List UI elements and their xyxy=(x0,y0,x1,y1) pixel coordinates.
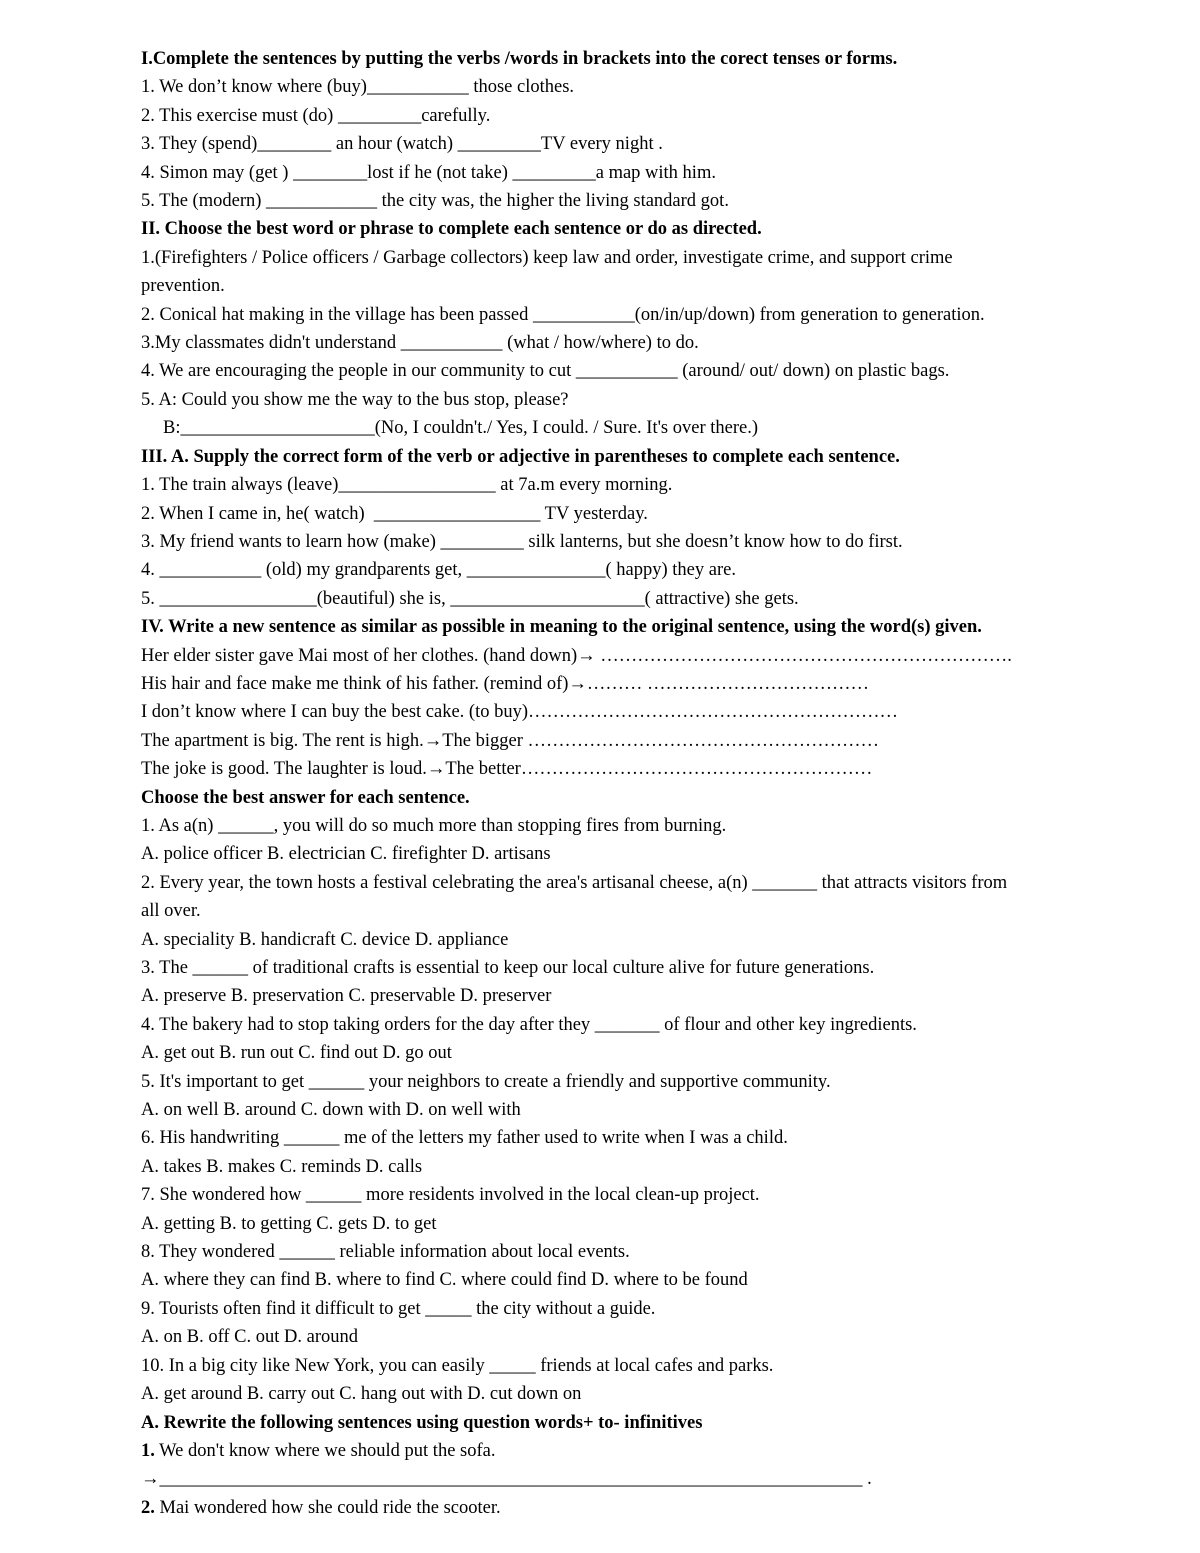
question-item: 8. They wondered ______ reliable information about local events. xyxy=(141,1242,630,1263)
section-6-heading: A. Rewrite the following sentences using question words+ to- infinitives xyxy=(141,1412,703,1433)
exercise-item: 2. Conical hat making in the village has been passed ___________(on/in/up/down) from generation to generation. xyxy=(141,304,985,325)
question-item: 3. The ______ of traditional crafts is essential to keep our local culture alive for future generations. xyxy=(141,958,875,978)
answer-options: A. speciality B. handicraft C. device D. appliance xyxy=(141,929,509,950)
exercise-item: His hair and face make me think of his father. (remind of)→……… ……………………………… xyxy=(141,673,870,694)
section-4-heading: IV. Write a new sentence as similar as possible in meaning to the original sentence, using the word(s) given. xyxy=(141,617,982,638)
section-2 xyxy=(141,215,1150,442)
exercise-item: B:_____________________(No, I couldn't./ Yes, I could. / Sure. It's over there.) xyxy=(163,418,759,439)
section-2-heading: II. Choose the best word or phrase to complete each sentence or do as directed. xyxy=(141,219,762,240)
exercise-item: 1. The train always (leave)_________________ at 7a.m every morning. xyxy=(141,475,673,496)
item-number: 1. xyxy=(141,1440,155,1461)
answer-options: A. on B. off C. out D. around xyxy=(141,1327,359,1348)
item-text: Mai wondered how she could ride the scooter. xyxy=(154,1497,501,1518)
answer-options: A. get out B. run out C. find out D. go out xyxy=(141,1043,452,1064)
exercise-item: 4. We are encouraging the people in our community to cut ___________ (around/ out/ down) on plastic bags. xyxy=(141,361,950,382)
question-item: 7. She wondered how ______ more residents involved in the local clean-up project. xyxy=(141,1185,760,1206)
exercise-item: 3. They (spend)________ an hour (watch) _________TV every night . xyxy=(141,134,663,155)
exercise-item: 5. The (modern) ____________ the city was, the higher the living standard got. xyxy=(141,191,729,212)
section-3-heading: III. A. Supply the correct form of the verb or adjective in parentheses to complete each sentence. xyxy=(141,446,900,467)
question-item: all over. xyxy=(141,901,201,922)
exercise-item: 5. A: Could you show me the way to the bus stop, please? xyxy=(141,389,569,410)
exercise-item: 4. Simon may (get ) ________lost if he (not take) _________a map with him. xyxy=(141,162,716,183)
section-4 xyxy=(141,613,1150,783)
answer-options: A. where they can find B. where to find C. where could find D. where to be found xyxy=(141,1270,748,1291)
item-number: 2. xyxy=(141,1497,155,1518)
question-item: 6. His handwriting ______ me of the letters my father used to write when I was a child. xyxy=(141,1128,788,1149)
answer-options: A. get around B. carry out C. hang out with D. cut down on xyxy=(141,1384,582,1405)
exercise-item: 1. We don’t know where (buy)___________ those clothes. xyxy=(141,77,575,98)
section-6 xyxy=(141,1409,1150,1523)
exercise-item: 3. My friend wants to learn how (make) _________ silk lanterns, but she doesn’t know how to do first. xyxy=(141,531,903,552)
exercise-item: prevention. xyxy=(141,276,225,297)
question-item: 2. Every year, the town hosts a festival celebrating the area's artisanal cheese, a(n) _______ that attracts visitors from xyxy=(141,872,1008,893)
answer-options: A. on well B. around C. down with D. on well with xyxy=(141,1100,521,1121)
section-1 xyxy=(141,45,1150,215)
exercise-item: 1.(Firefighters / Police officers / Garbage collectors) keep law and order, investigate crime, and support crime xyxy=(141,247,953,268)
exercise-item: The apartment is big. The rent is high.→The bigger ………………………………………………… xyxy=(141,730,880,751)
answer-options: A. police officer B. electrician C. firefighter D. artisans xyxy=(141,844,551,865)
exercise-item: The joke is good. The laughter is loud.→The better………………………………………………… xyxy=(141,759,873,780)
answer-options: A. getting B. to getting C. gets D. to get xyxy=(141,1213,437,1234)
exercise-item: 2. This exercise must (do) _________carefully. xyxy=(141,105,491,126)
section-1-heading: I.Complete the sentences by putting the verbs /words in brackets into the corect tenses or forms. xyxy=(141,49,898,69)
answer-options: A. preserve B. preservation C. preservable D. preserver xyxy=(141,986,552,1007)
section-5 xyxy=(141,784,1150,1409)
answer-line: →____________________________________________________________________________ . xyxy=(141,1469,872,1490)
exercise-item: 2. When I came in, he( watch) __________________ TV yesterday. xyxy=(141,503,648,524)
question-item: 10. In a big city like New York, you can easily _____ friends at local cafes and parks. xyxy=(141,1355,774,1376)
question-item: 5. It's important to get ______ your neighbors to create a friendly and supportive community. xyxy=(141,1071,831,1092)
question-item: 9. Tourists often find it difficult to get _____ the city without a guide. xyxy=(141,1298,656,1319)
question-item: 4. The bakery had to stop taking orders for the day after they _______ of flour and other key ingredients. xyxy=(141,1014,917,1035)
item-text: We don't know where we should put the sofa. xyxy=(154,1440,496,1461)
exercise-item: 3.My classmates didn't understand ___________ (what / how/where) to do. xyxy=(141,333,699,354)
exercise-item: Her elder sister gave Mai most of her clothes. (hand down)→ …………………………………………………………. xyxy=(141,645,1012,666)
exercise-item xyxy=(141,1494,1150,1522)
section-5-heading: Choose the best answer for each sentence. xyxy=(141,787,470,808)
section-3 xyxy=(141,443,1150,613)
exercise-item xyxy=(141,1437,1150,1465)
answer-options: A. takes B. makes C. reminds D. calls xyxy=(141,1156,423,1177)
exercise-item: I don’t know where I can buy the best cake. (to buy)…………………………………………………… xyxy=(141,702,899,723)
exercise-item: 4. ___________ (old) my grandparents get, _______________( happy) they are. xyxy=(141,560,736,581)
question-item: 1. As a(n) ______, you will do so much more than stopping fires from burning. xyxy=(141,815,727,836)
exercise-item: 5. _________________(beautiful) she is, _____________________( attractive) she gets. xyxy=(141,588,799,609)
